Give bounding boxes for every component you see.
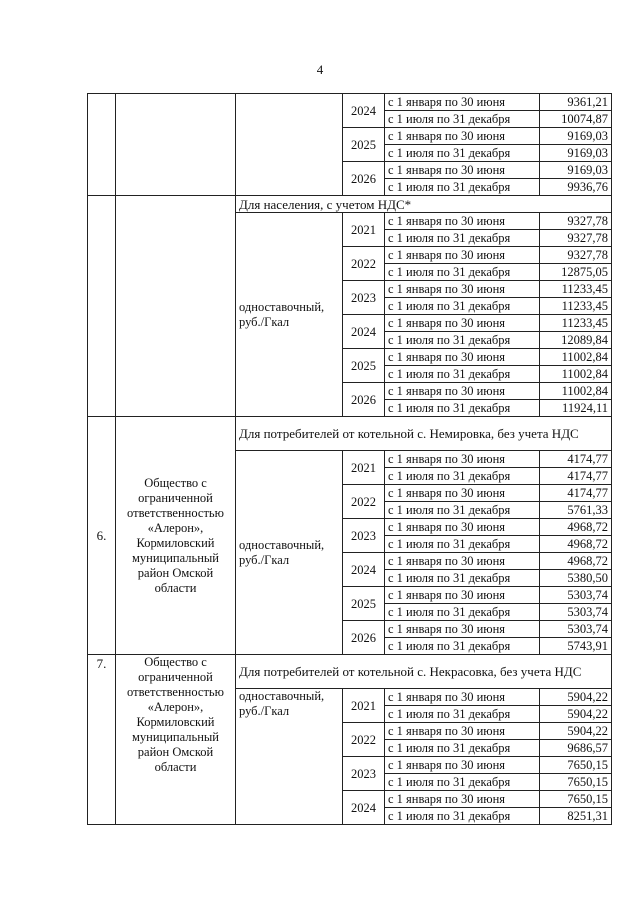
price-cell: 9361,21: [540, 94, 612, 111]
page-number: 4: [316, 62, 324, 77]
price-cell: 5303,74: [540, 621, 612, 638]
period-cell: с 1 июля по 31 декабря: [385, 179, 540, 196]
price-cell: 7650,15: [540, 791, 612, 808]
table-row: [88, 417, 612, 451]
price-cell: 5303,74: [540, 604, 612, 621]
period-cell: с 1 июля по 31 декабря: [385, 366, 540, 383]
period-cell: с 1 января по 30 июня: [385, 485, 540, 502]
year-cell: 2021: [343, 451, 385, 485]
year-cell: 2021: [343, 213, 385, 247]
year-cell: 2022: [343, 723, 385, 757]
year-cell: 2025: [343, 587, 385, 621]
period-cell: с 1 января по 30 июня: [385, 689, 540, 706]
year-cell: 2024: [343, 553, 385, 587]
period-cell: с 1 июля по 31 декабря: [385, 230, 540, 247]
tariff-type-cell: одноставочный, руб./Гкал: [236, 451, 343, 655]
period-cell: с 1 июля по 31 декабря: [385, 502, 540, 519]
price-cell: 4968,72: [540, 553, 612, 570]
year-cell: 2025: [343, 128, 385, 162]
price-cell: 7650,15: [540, 757, 612, 774]
year-cell: 2022: [343, 485, 385, 519]
price-cell: 4174,77: [540, 485, 612, 502]
period-cell: с 1 января по 30 июня: [385, 349, 540, 366]
num-cell-empty: [88, 94, 116, 196]
price-cell: 11233,45: [540, 298, 612, 315]
period-cell: с 1 июля по 31 декабря: [385, 774, 540, 791]
period-cell: с 1 января по 30 июня: [385, 94, 540, 111]
price-cell: 10074,87: [540, 111, 612, 128]
period-cell: с 1 января по 30 июня: [385, 621, 540, 638]
table-row: [88, 196, 612, 213]
period-cell: с 1 июля по 31 декабря: [385, 145, 540, 162]
year-cell: 2024: [343, 791, 385, 825]
period-cell: с 1 июля по 31 декабря: [385, 400, 540, 417]
organization-cell: Общество с ограниченной ответственностью «Алерон», Кормиловский муниципальный район Омской области: [116, 655, 236, 825]
year-cell: 2022: [343, 247, 385, 281]
tariff-type-cell: одноставочный, руб./Гкал: [236, 689, 343, 825]
period-cell: с 1 января по 30 июня: [385, 128, 540, 145]
price-cell: 4968,72: [540, 536, 612, 553]
section-header: Для потребителей от котельной с. Некрасовка, без учета НДС: [236, 655, 612, 689]
price-cell: 11002,84: [540, 349, 612, 366]
period-cell: с 1 июля по 31 декабря: [385, 638, 540, 655]
price-cell: 11233,45: [540, 281, 612, 298]
price-cell: 11002,84: [540, 383, 612, 400]
price-cell: 11924,11: [540, 400, 612, 417]
period-cell: с 1 января по 30 июня: [385, 162, 540, 179]
price-cell: 9327,78: [540, 230, 612, 247]
period-cell: с 1 января по 30 июня: [385, 247, 540, 264]
price-cell: 9327,78: [540, 213, 612, 230]
price-cell: 4968,72: [540, 519, 612, 536]
year-cell: 2024: [343, 94, 385, 128]
price-cell: 9936,76: [540, 179, 612, 196]
price-cell: 11002,84: [540, 366, 612, 383]
price-cell: 8251,31: [540, 808, 612, 825]
year-cell: 2026: [343, 621, 385, 655]
table-row: [88, 655, 612, 689]
org-cell-empty: [116, 94, 236, 196]
price-cell: 9327,78: [540, 247, 612, 264]
period-cell: с 1 января по 30 июня: [385, 281, 540, 298]
period-cell: с 1 июля по 31 декабря: [385, 570, 540, 587]
num-cell-empty: [88, 196, 116, 417]
period-cell: с 1 июля по 31 декабря: [385, 536, 540, 553]
year-cell: 2026: [343, 383, 385, 417]
period-cell: с 1 июля по 31 декабря: [385, 604, 540, 621]
tariff-table: [87, 93, 612, 825]
period-cell: с 1 января по 30 июня: [385, 553, 540, 570]
price-cell: 12875,05: [540, 264, 612, 281]
price-cell: 5380,50: [540, 570, 612, 587]
price-cell: 9169,03: [540, 128, 612, 145]
period-cell: с 1 июля по 31 декабря: [385, 298, 540, 315]
year-cell: 2023: [343, 757, 385, 791]
year-cell: 2023: [343, 519, 385, 553]
year-cell: 2025: [343, 349, 385, 383]
section-header: Для потребителей от котельной с. Немировка, без учета НДС: [236, 417, 612, 451]
period-cell: с 1 января по 30 июня: [385, 791, 540, 808]
period-cell: с 1 июля по 31 декабря: [385, 706, 540, 723]
period-cell: с 1 июля по 31 декабря: [385, 740, 540, 757]
price-cell: 7650,15: [540, 774, 612, 791]
period-cell: с 1 января по 30 июня: [385, 383, 540, 400]
organization-cell: Общество с ограниченной ответственностью «Алерон», Кормиловский муниципальный район Омской области: [116, 417, 236, 655]
price-cell: 11233,45: [540, 315, 612, 332]
section-header: Для населения, с учетом НДС*: [236, 196, 612, 213]
price-cell: 9686,57: [540, 740, 612, 757]
period-cell: с 1 января по 30 июня: [385, 723, 540, 740]
year-cell: 2023: [343, 281, 385, 315]
price-cell: 5303,74: [540, 587, 612, 604]
period-cell: с 1 января по 30 июня: [385, 213, 540, 230]
year-cell: 2021: [343, 689, 385, 723]
tariff-type-cell: одноставочный, руб./Гкал: [236, 213, 343, 417]
price-cell: 5904,22: [540, 723, 612, 740]
price-cell: 5743,91: [540, 638, 612, 655]
row-number: 7.: [88, 655, 116, 825]
period-cell: с 1 июля по 31 декабря: [385, 264, 540, 281]
price-cell: 4174,77: [540, 451, 612, 468]
period-cell: с 1 января по 30 июня: [385, 587, 540, 604]
period-cell: с 1 января по 30 июня: [385, 757, 540, 774]
period-cell: с 1 июля по 31 декабря: [385, 468, 540, 485]
type-cell-empty: [236, 94, 343, 196]
period-cell: с 1 июля по 31 декабря: [385, 808, 540, 825]
row-number: 6.: [88, 417, 116, 655]
period-cell: с 1 января по 30 июня: [385, 519, 540, 536]
price-cell: 5904,22: [540, 706, 612, 723]
period-cell: с 1 июля по 31 декабря: [385, 111, 540, 128]
price-cell: 9169,03: [540, 162, 612, 179]
period-cell: с 1 января по 30 июня: [385, 451, 540, 468]
price-cell: 12089,84: [540, 332, 612, 349]
period-cell: с 1 июля по 31 декабря: [385, 332, 540, 349]
year-cell: 2024: [343, 315, 385, 349]
price-cell: 9169,03: [540, 145, 612, 162]
price-cell: 5904,22: [540, 689, 612, 706]
table-row: [88, 94, 612, 111]
price-cell: 4174,77: [540, 468, 612, 485]
period-cell: с 1 января по 30 июня: [385, 315, 540, 332]
year-cell: 2026: [343, 162, 385, 196]
price-cell: 5761,33: [540, 502, 612, 519]
org-cell-empty: [116, 196, 236, 417]
